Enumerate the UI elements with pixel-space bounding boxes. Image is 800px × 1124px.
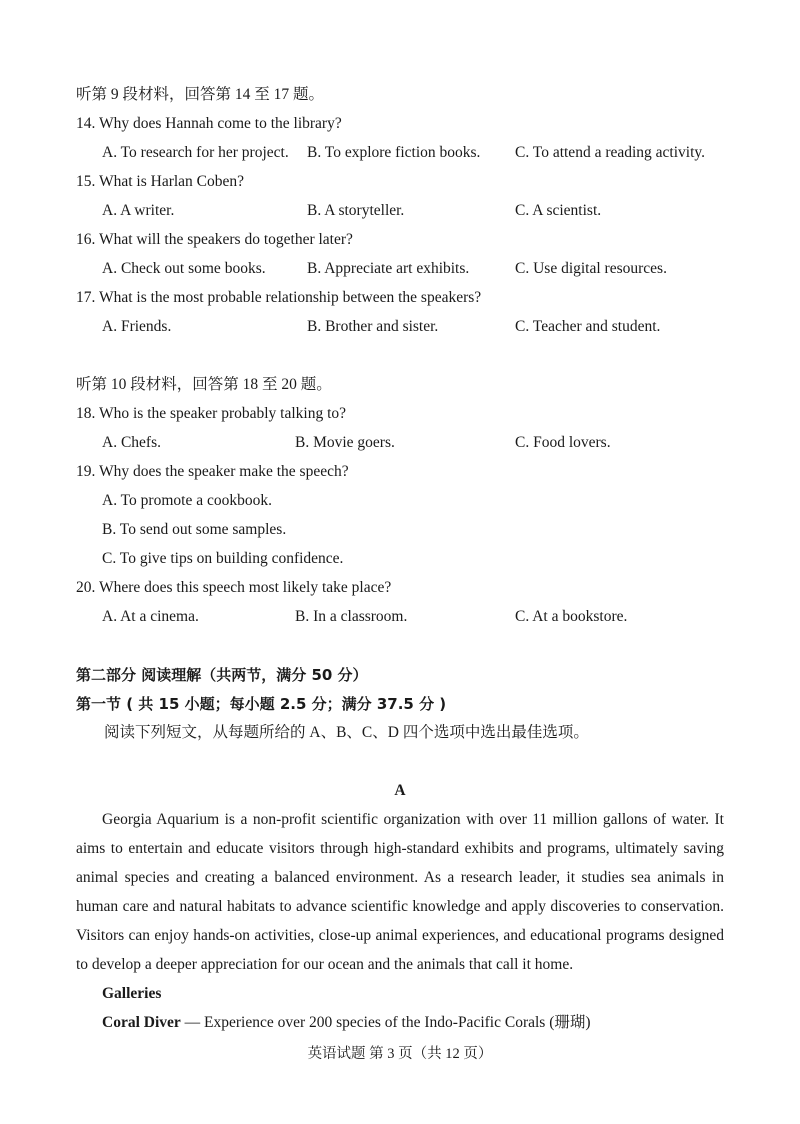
passage-letter: A xyxy=(394,782,406,799)
option-17-b: B. Brother and sister. xyxy=(307,318,439,335)
option-19-c: C. To give tips on building confidence. xyxy=(102,550,344,567)
galleries-heading: Galleries xyxy=(102,985,162,1002)
question-18: 18. Who is the speaker probably talking to? xyxy=(76,405,347,422)
question-14: 14. Why does Hannah come to the library? xyxy=(76,115,342,132)
question-16: 16. What will the speakers do together later? xyxy=(76,231,353,248)
question-15: 15. What is Harlan Coben? xyxy=(76,173,245,190)
option-20-a: A. At a cinema. xyxy=(102,608,199,625)
question-19: 19. Why does the speaker make the speech? xyxy=(76,463,349,480)
option-16-b: B. Appreciate art exhibits. xyxy=(307,260,470,277)
option-16-c: C. Use digital resources. xyxy=(515,260,667,277)
option-17-a: A. Friends. xyxy=(102,318,172,335)
option-16-a: A. Check out some books. xyxy=(102,260,266,277)
option-14-b: B. To explore fiction books. xyxy=(307,144,481,161)
option-14-c: C. To attend a reading activity. xyxy=(515,144,706,161)
part-title: 第二部分 阅读理解（共两节，满分 50 分） xyxy=(76,666,368,684)
question-17: 17. What is the most probable relationship between the speakers? xyxy=(76,289,482,306)
instruction-text: 阅读下列短文，从每题所给的 A、B、C、D 四个选项中选出最佳选项。 xyxy=(104,724,589,741)
option-20-b: B. In a classroom. xyxy=(295,608,408,625)
option-17-c: C. Teacher and student. xyxy=(515,318,661,335)
option-15-a: A. A writer. xyxy=(102,202,175,219)
option-19-b: B. To send out some samples. xyxy=(102,521,287,538)
section-heading-9: 听第 9 段材料，回答第 14 至 17 题。 xyxy=(76,86,325,103)
section-title: 第一节 ( 共 15 小题；每小题 2.5 分；满分 37.5 分 ) xyxy=(76,695,447,713)
gallery-name: Coral Diver xyxy=(102,1014,181,1031)
option-18-b: B. Movie goers. xyxy=(295,434,395,451)
option-14-a: A. To research for her project. xyxy=(102,144,289,161)
gallery-description: — Experience over 200 species of the Indo-Pacific Corals (珊瑚) xyxy=(180,1014,591,1031)
option-18-a: A. Chefs. xyxy=(102,434,161,451)
option-15-c: C. A scientist. xyxy=(515,202,602,219)
section-heading-10: 听第 10 段材料，回答第 18 至 20 题。 xyxy=(76,376,332,393)
option-18-c: C. Food lovers. xyxy=(515,434,611,451)
gallery-item-coral-diver xyxy=(102,1012,591,1034)
option-19-a: A. To promote a cookbook. xyxy=(102,492,272,509)
option-20-c: C. At a bookstore. xyxy=(515,608,628,625)
page-footer: 英语试题 第 3 页（共 12 页） xyxy=(307,1046,493,1062)
passage-paragraph: Georgia Aquarium is a non-profit scientific organization with over 11 million gallons of water. It aims to entertain and educate visitors through high-standard exhibits and programs, ultimately saving animal species and creating a balanced environment. As a research leader, it studies sea animals in human care and natural habitats to advance scientific knowledge and apply discoveries to conservation. Visitors can enjoy hands-on activities, close-up animal experiences, and educational programs designed to develop a deeper appreciation for our ocean and the animals that call it home. xyxy=(76,811,724,973)
option-15-b: B. A storyteller. xyxy=(307,202,405,219)
question-20: 20. Where does this speech most likely take place? xyxy=(76,579,392,596)
